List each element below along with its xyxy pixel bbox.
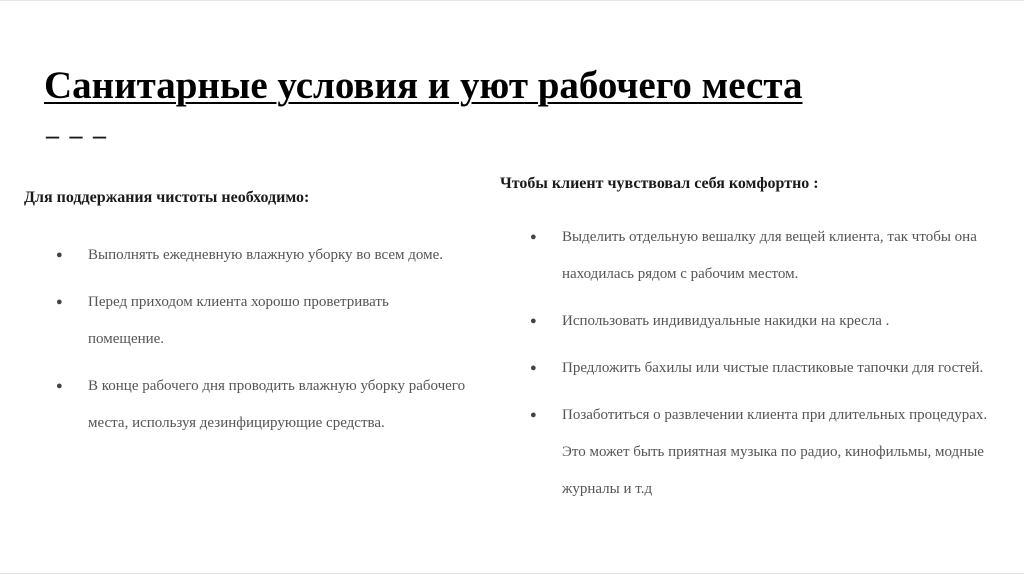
list-item [500,219,1010,293]
list-item-text: Использовать индивидуальные накидки на кресла . [562,313,890,329]
right-list [500,219,1010,508]
list-item [24,284,463,358]
list-item [24,237,483,274]
bullet-icon: ● [530,315,537,327]
title-dash-decoration: – – – [46,121,108,150]
right-heading: Чтобы клиент чувствовал себя комфортно : [500,175,819,192]
left-heading: Для поддержания чистоты необходимо: [24,189,310,206]
page-title: Санитарные условия и уют рабочего места [44,64,803,107]
list-item-text: Предложить бахилы или чистые пластиковые тапочки для гостей. [562,360,984,376]
list-item-text: Позаботиться о развлечении клиента при длительных процедурах. Это может быть приятная музыка по радио, кинофильмы, модные журналы и т.д [562,407,988,497]
list-item-text: Перед приходом клиента хорошо проветривать помещение. [88,294,389,347]
left-column [24,189,464,452]
bullet-icon: ● [56,249,63,261]
list-item-text: Выделить отдельную вешалку для вещей клиента, так чтобы она находилась рядом с рабочим местом. [562,229,977,282]
bullet-icon: ● [530,409,537,421]
bullet-icon: ● [530,231,537,243]
right-column [500,175,1010,518]
left-list [24,237,464,442]
list-item [500,397,1002,508]
list-item-text: В конце рабочего дня проводить влажную уборку рабочего места, используя дезинфицирующие средства. [88,378,466,431]
list-item [24,368,488,442]
bullet-icon: ● [56,380,63,392]
list-item [500,350,1002,387]
bullet-icon: ● [56,296,63,308]
list-item-text: Выполнять ежедневную влажную уборку во всем доме. [88,247,443,263]
bullet-icon: ● [530,362,537,374]
list-item [500,303,1010,340]
